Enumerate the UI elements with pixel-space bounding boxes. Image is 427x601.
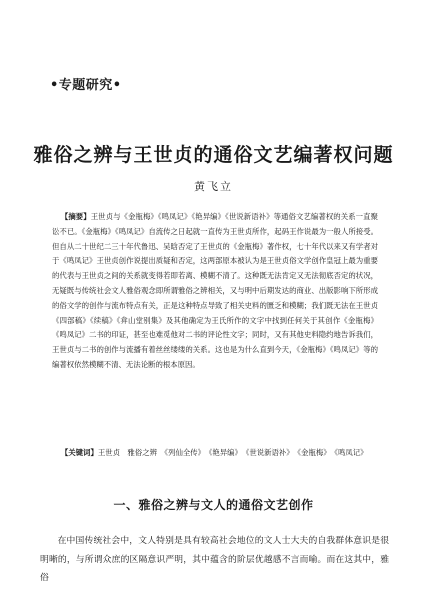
keywords-text: 王世贞 雅俗之辨 《列仙全传》 《艳异编》 《世说新语补》 《金瓶梅》 《鸣凤记》 <box>97 448 368 457</box>
article-title: 雅俗之辨与王世贞的通俗文艺编著权问题 <box>33 144 394 166</box>
abstract-label: 【摘要】 <box>60 212 91 221</box>
abstract-text: 王世贞与《金瓶梅》《鸣凤记》《艳异编》《世说新语补》等通俗文艺编著权的关系一直聚讼不已。《金瓶梅》《鸣凤记》自流传之日起就一直传为王世贞所作，起码王作说最为一般人所接受。但自从二十世纪二三十年代鲁迅、吴晗否定了王世贞的《金瓶梅》著作权，七十年代以来又有学者对于《鸣凤记》王世贞创作说提出质疑和否定，这两部原本被认为是王世贞俗文学创作皇冠上最为重要的代表与王世贞之间的关系就变得若即若离、模糊不清了。这种既无法肯定又无法彻底否定的状况，无疑既与传统社会文人雅俗观念即所谓雅俗之辨相关，又与明中后期发达的商业、出版影响下所形成的俗文学的创作与流布特点有关，正是这种特点导致了相关史料的匮乏和模糊；我们既无法在王世贞《四部稿》《续稿》《弇山堂别集》及其他确定为王氏所作的文字中找到任何关于其创作《金瓶梅》《鸣凤记》二书的印证，甚至也难觅他对二书的评论性文字；同时，又有其他史料隐约地告诉我们，王世贞与二书的创作与流播有着丝丝缕缕的关系。这也是为什么直到今天，《金瓶梅》《鸣凤记》等的编著权依然模糊不清、无法论断的根本原因。 <box>52 212 378 369</box>
keywords-label: 【关键词】 <box>60 448 98 457</box>
keywords <box>52 446 378 461</box>
body-paragraph: 在中国传统社会中，文人特别是具有较高社会地位的文人士大夫的自我群体意识是很明晰的，与所谓众庶的区隔意识严明，其中蕴含的阶层优越感不言而喻。而在这其中，雅俗 <box>40 536 389 583</box>
section-heading: 一、雅俗之辨与文人的通俗文艺创作 <box>113 498 314 512</box>
author-name: 黄飞立 <box>194 180 233 193</box>
column-tag: •专题研究• <box>50 78 122 93</box>
abstract <box>52 210 378 373</box>
